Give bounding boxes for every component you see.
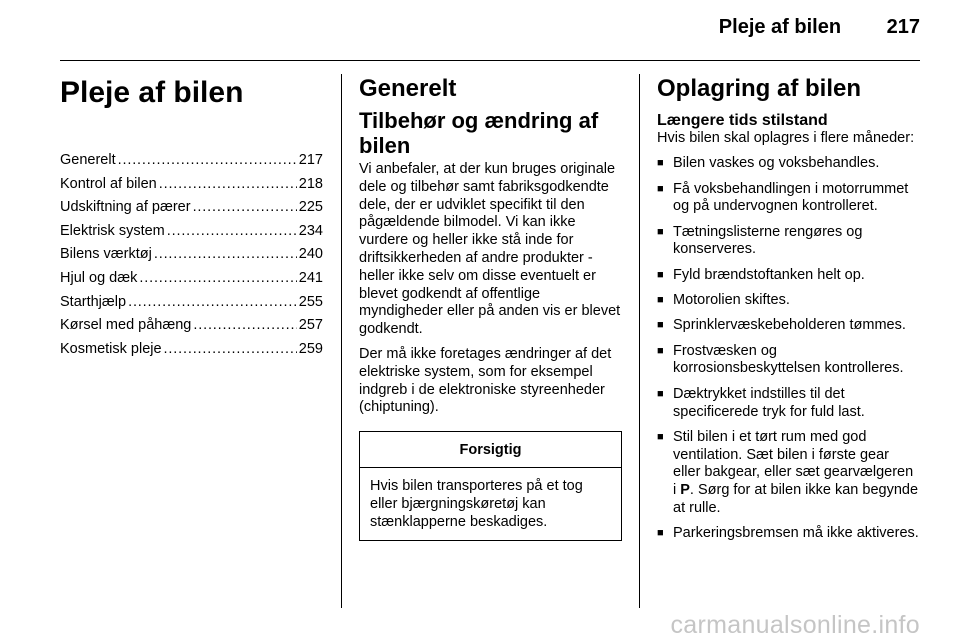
list-item bbox=[657, 525, 919, 543]
bullet-icon: ■ bbox=[657, 319, 664, 332]
storage-column bbox=[657, 74, 919, 543]
list-item-text: Få voksbehandlingen i motorrummet og på undervognen kontrolleret. bbox=[673, 180, 909, 215]
list-item-text: Frostvæsken og korrosionsbeskyttelsen kontrolleres. bbox=[673, 342, 904, 377]
toc-leader-dots bbox=[152, 243, 297, 267]
bullet-icon: ■ bbox=[657, 157, 664, 170]
list-item bbox=[657, 343, 919, 379]
caution-text: Hvis bilen transporteres på et tog eller bjærgningskøretøj kan stænklapperne beskadiges. bbox=[370, 478, 583, 530]
page-number: 217 bbox=[886, 16, 920, 38]
toc-entry-label: Kørsel med påhæng bbox=[60, 317, 192, 334]
column-divider-2 bbox=[639, 74, 640, 608]
bullet-icon: ■ bbox=[657, 387, 664, 400]
bullet-icon: ■ bbox=[657, 344, 664, 357]
toc-entry-page: 218 bbox=[298, 175, 323, 192]
list-item bbox=[657, 224, 919, 260]
toc-entry-label: Elektrisk system bbox=[60, 222, 165, 239]
toc-entry[interactable] bbox=[60, 196, 323, 220]
toc-entry-page: 241 bbox=[298, 269, 323, 286]
toc-entry-page: 217 bbox=[298, 152, 323, 168]
toc-column bbox=[60, 74, 323, 361]
toc-entry-label: Hjul og dæk bbox=[60, 269, 138, 286]
storage-checklist bbox=[657, 155, 919, 543]
list-item-text: Fyld brændstoftanken helt op. bbox=[673, 266, 865, 283]
watermark: carmanualsonline.info bbox=[670, 611, 920, 639]
list-item bbox=[657, 181, 919, 217]
toc-entry[interactable] bbox=[60, 314, 323, 338]
toc-entry-page: 234 bbox=[298, 222, 323, 239]
header-title: Pleje af bilen bbox=[718, 16, 842, 38]
bullet-icon: ■ bbox=[657, 182, 664, 195]
toc-leader-dots bbox=[137, 267, 296, 291]
accessories-paragraph-2: Der må ikke foretages ændringer af det elektriske system, som for eksempel indgreb i de elektroniske styreenheder (chiptuning). bbox=[359, 345, 612, 416]
list-item-text: . Sørg for at bilen ikke kan begynde at rulle. bbox=[673, 482, 919, 517]
toc-leader-dots bbox=[191, 314, 296, 338]
list-item bbox=[657, 386, 919, 422]
list-item bbox=[657, 155, 919, 173]
caution-box bbox=[359, 431, 622, 540]
toc-entry-page: 225 bbox=[298, 199, 323, 216]
list-item-text: Motorolien skiftes. bbox=[673, 292, 790, 309]
bullet-icon: ■ bbox=[657, 527, 664, 540]
column-divider-1 bbox=[341, 74, 342, 608]
list-item-text: Dæktrykket indstilles til det specificerede tryk for fuld last. bbox=[673, 385, 865, 420]
toc-entry[interactable] bbox=[60, 243, 323, 267]
bullet-icon: ■ bbox=[657, 268, 664, 281]
bullet-icon: ■ bbox=[657, 294, 664, 307]
accessories-paragraph-1: Vi anbefaler, at der kun bruges originale dele og tilbehør samt fabriksgodkendte dele, der er udviklet specifikt til den pågældende bilmodel. Vi kan ikke vurdere og heller ikke stå inde for driftsikkerheden af andre produkter - heller ikke selv om disse eventuelt er blevet godkendt af offentlige myndigheder eller på anden vis er blevet godkendt. bbox=[359, 161, 621, 338]
toc-leader-dots bbox=[116, 149, 297, 173]
storage-intro: Hvis bilen skal oplagres i flere måneder: bbox=[657, 130, 915, 146]
chapter-title: Pleje af bilen bbox=[60, 76, 244, 109]
toc-entry-label: Starthjælp bbox=[60, 293, 127, 310]
gear-position-p: P bbox=[680, 482, 690, 499]
list-item-text: Bilen vaskes og voksbehandles. bbox=[673, 155, 880, 172]
list-item-text: Parkeringsbremsen må ikke aktiveres. bbox=[673, 525, 919, 542]
storage-heading: Oplagring af bilen bbox=[657, 75, 862, 102]
toc-entry-page: 259 bbox=[298, 340, 323, 357]
toc-entry[interactable] bbox=[60, 173, 323, 197]
header-rule bbox=[60, 60, 920, 61]
list-item bbox=[657, 292, 919, 310]
toc-entry-label: Kosmetisk pleje bbox=[60, 340, 162, 357]
toc-leader-dots bbox=[126, 291, 297, 315]
general-heading: Generelt bbox=[359, 75, 457, 102]
general-column bbox=[359, 74, 622, 541]
page-header bbox=[719, 16, 920, 39]
bullet-icon: ■ bbox=[657, 430, 664, 443]
toc-entry[interactable] bbox=[60, 267, 323, 291]
toc-entry-label: Udskiftning af pærer bbox=[60, 199, 191, 216]
bullet-icon: ■ bbox=[657, 225, 664, 238]
long-storage-subheading: Længere tids stilstand bbox=[657, 112, 828, 129]
toc-entry[interactable] bbox=[60, 149, 323, 173]
toc-entry-label: Kontrol af bilen bbox=[60, 175, 157, 192]
toc-leader-dots bbox=[191, 196, 297, 220]
toc-entry[interactable] bbox=[60, 338, 323, 362]
toc-entry-page: 240 bbox=[298, 246, 323, 263]
accessories-subheading: Tilbehør og ændring af bilen bbox=[359, 108, 599, 158]
list-item bbox=[657, 267, 919, 285]
list-item bbox=[657, 429, 919, 518]
toc-entry[interactable] bbox=[60, 291, 323, 315]
toc-entry[interactable] bbox=[60, 220, 323, 244]
list-item-text: Tætningslisterne rengøres og konserveres. bbox=[673, 223, 863, 258]
toc-entry-page: 257 bbox=[298, 317, 323, 334]
toc-leader-dots bbox=[162, 338, 297, 362]
toc-entry-label: Generelt bbox=[60, 152, 116, 168]
toc-entry-page: 255 bbox=[298, 293, 323, 310]
table-of-contents bbox=[60, 149, 323, 361]
list-item bbox=[657, 317, 919, 335]
toc-leader-dots bbox=[165, 220, 297, 244]
toc-leader-dots bbox=[157, 173, 297, 197]
caution-title: Forsigtig bbox=[360, 432, 621, 468]
list-item-text: Sprinklervæskebeholderen tømmes. bbox=[673, 317, 906, 334]
toc-entry-label: Bilens værktøj bbox=[60, 246, 152, 263]
list-item-text: Stil bilen i et tørt rum med god ventilation. Sæt bilen i første gear eller bakgear, eller sæt gearvælgeren i bbox=[673, 428, 914, 499]
